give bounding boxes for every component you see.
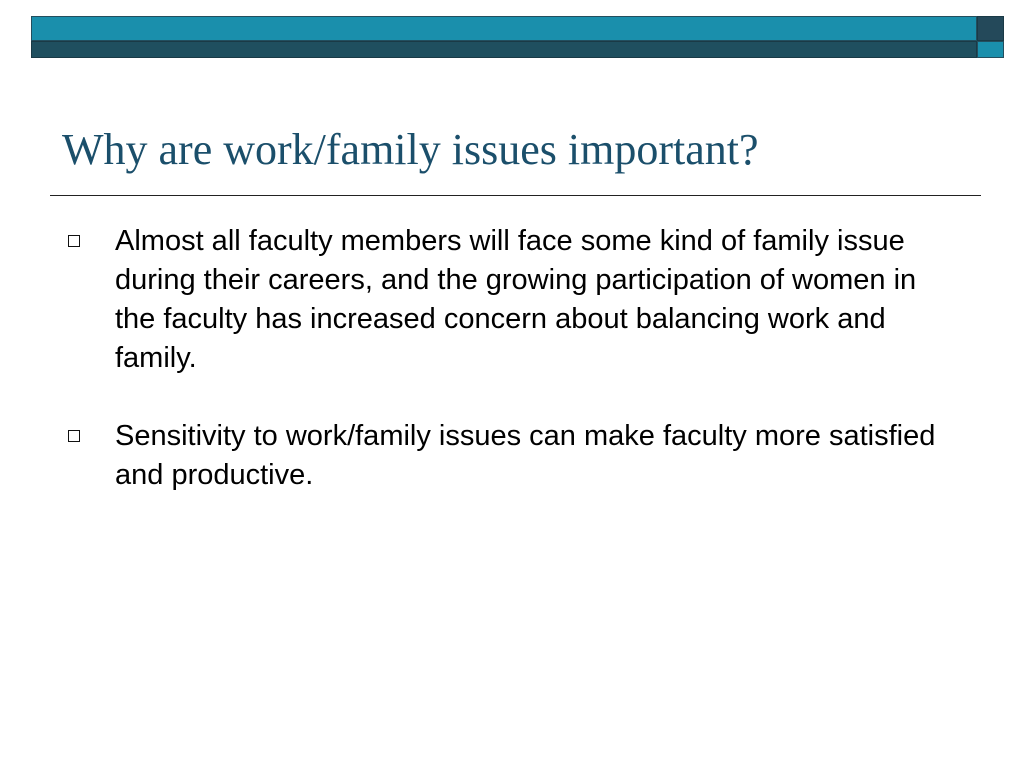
corner-block-top xyxy=(977,16,1004,41)
hollow-square-icon xyxy=(68,430,80,442)
bullet-item xyxy=(64,417,964,495)
bullet-item xyxy=(64,222,964,378)
bullet-text: Sensitivity to work/family issues can make faculty more satisfied and productive. xyxy=(115,420,936,491)
bullet-list xyxy=(64,222,964,495)
hollow-square-icon xyxy=(68,235,80,247)
header-bar-bottom xyxy=(31,41,977,58)
bullet-text: Almost all faculty members will face some kind of family issue during their careers, and the growing participation of women in the faculty has increased concern about balancing work and family. xyxy=(115,225,917,374)
corner-block-bottom xyxy=(977,41,1004,58)
title-divider xyxy=(50,195,981,196)
slide-title: Why are work/family issues important? xyxy=(62,125,759,174)
header-bar-top xyxy=(31,16,977,41)
